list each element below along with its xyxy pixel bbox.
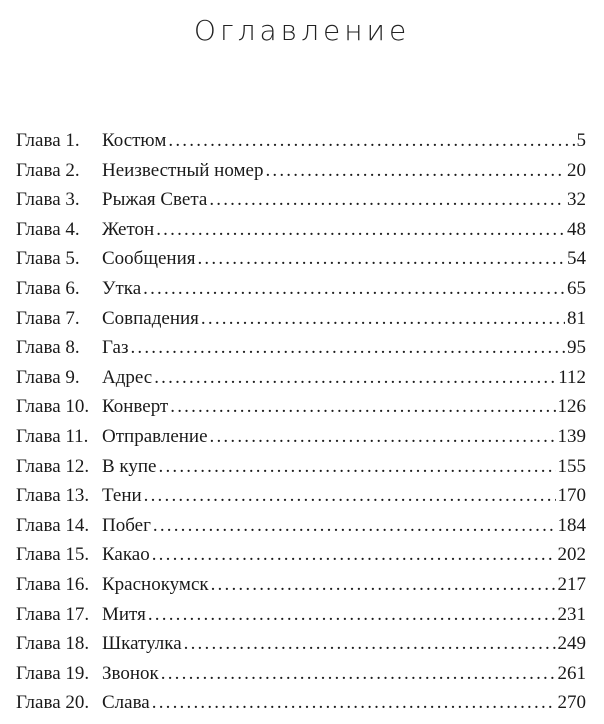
toc-chapter-number: Глава 5. [16,248,80,270]
toc-leader-dots [211,570,556,600]
toc-row [16,540,586,570]
toc-chapter-title: Жетон [102,218,155,240]
toc-leader-dots [168,126,574,156]
toc-chapter-number: Глава 2. [16,159,80,181]
toc-leader-dots [154,363,556,393]
toc-page-number: 48 [567,218,586,240]
toc-row [16,244,586,274]
toc-leader-dots [159,452,556,482]
toc-row [16,333,586,363]
toc-leader-dots [156,215,565,245]
toc-row [16,363,586,393]
toc-row [16,570,586,600]
toc-chapter-number: Глава 14. [16,514,90,536]
toc-chapter-title: Побег [102,514,151,536]
toc-chapter-title: Конверт [102,396,169,418]
toc-row [16,481,586,511]
toc-page-number: 231 [557,603,586,625]
toc-row [16,126,586,156]
toc-row [16,392,586,422]
toc-chapter-title: Шкатулка [102,633,182,655]
toc-leader-dots [184,629,556,659]
toc-chapter-number: Глава 16. [16,573,90,595]
toc-chapter-title: Рыжая Света [102,189,208,211]
toc-page-number: 126 [557,396,586,418]
toc-page-number: 139 [557,425,586,447]
toc-page-number: 170 [557,485,586,507]
toc-page-number: 54 [567,248,586,270]
toc-chapter-title: Митя [102,603,146,625]
toc-chapter-title: Совпадения [102,307,199,329]
toc-row [16,452,586,482]
toc-chapter-number: Глава 1. [16,130,80,151]
toc-row [16,422,586,452]
toc-chapter-title: Неизвестный номер [102,159,264,181]
toc-row [16,156,586,186]
toc-page-number: 155 [557,455,586,477]
toc-chapter-number: Глава 19. [16,662,90,684]
toc-chapter-number: Глава 7. [16,307,80,329]
toc-row [16,304,586,334]
toc-chapter-title: Костюм [102,130,167,151]
toc-page-number: 202 [557,544,586,566]
toc-leader-dots [201,304,565,334]
toc-leader-dots [153,511,556,541]
toc-chapter-title: Какао [102,544,150,566]
toc-row [16,511,586,541]
toc-chapter-title: Сообщения [102,248,196,270]
toc-leader-dots [144,481,556,511]
toc-row [16,215,586,245]
toc-row [16,659,586,689]
toc-chapter-title: Отправление [102,425,208,447]
toc-chapter-title: Слава [102,692,150,714]
toc-leader-dots [265,156,565,186]
toc-chapter-number: Глава 6. [16,277,80,299]
toc-row [16,600,586,630]
table-of-contents [16,126,586,718]
toc-chapter-number: Глава 15. [16,544,90,566]
toc-chapter-title: Звонок [102,662,159,684]
toc-chapter-number: Глава 13. [16,485,90,507]
toc-leader-dots [152,540,556,570]
toc-leader-dots [170,392,555,422]
toc-chapter-number: Глава 12. [16,455,90,477]
toc-page-number: 32 [567,189,586,211]
toc-chapter-number: Глава 4. [16,218,80,240]
toc-chapter-number: Глава 11. [16,425,89,447]
toc-leader-dots [143,274,565,304]
toc-page-number: 249 [557,633,586,655]
toc-leader-dots [130,333,565,363]
toc-row [16,274,586,304]
toc-page-number: 184 [557,514,586,536]
toc-row [16,185,586,215]
toc-leader-dots [197,244,565,274]
toc-chapter-number: Глава 18. [16,633,90,655]
toc-chapter-number: Глава 9. [16,366,80,388]
toc-page-number: 65 [567,277,586,299]
toc-page-number: 217 [557,573,586,595]
toc-leader-dots [209,185,565,215]
page-title: Оглавление [193,14,411,47]
toc-page-number: 95 [567,337,586,359]
toc-chapter-title: В купе [102,455,157,477]
toc-page-number: 270 [557,692,586,714]
toc-leader-dots [148,600,556,630]
toc-row [16,688,586,718]
toc-chapter-number: Глава 3. [16,189,80,211]
toc-leader-dots [152,688,556,718]
toc-chapter-number: Глава 20. [16,692,90,714]
toc-page-number: 81 [567,307,586,329]
toc-page-number: 5 [576,130,586,151]
toc-chapter-number: Глава 17. [16,603,90,625]
toc-page-number: 20 [567,159,586,181]
toc-row [16,629,586,659]
toc-page-number: 112 [558,366,586,388]
toc-page-number: 261 [557,662,586,684]
toc-chapter-title: Краснокумск [102,573,209,595]
toc-chapter-title: Газ [102,337,129,359]
toc-leader-dots [161,659,556,689]
toc-chapter-number: Глава 8. [16,337,80,359]
toc-leader-dots [210,422,556,452]
toc-chapter-title: Адрес [102,366,153,388]
toc-chapter-title: Тени [102,485,142,507]
toc-chapter-title: Утка [102,277,142,299]
toc-chapter-number: Глава 10. [16,396,90,418]
